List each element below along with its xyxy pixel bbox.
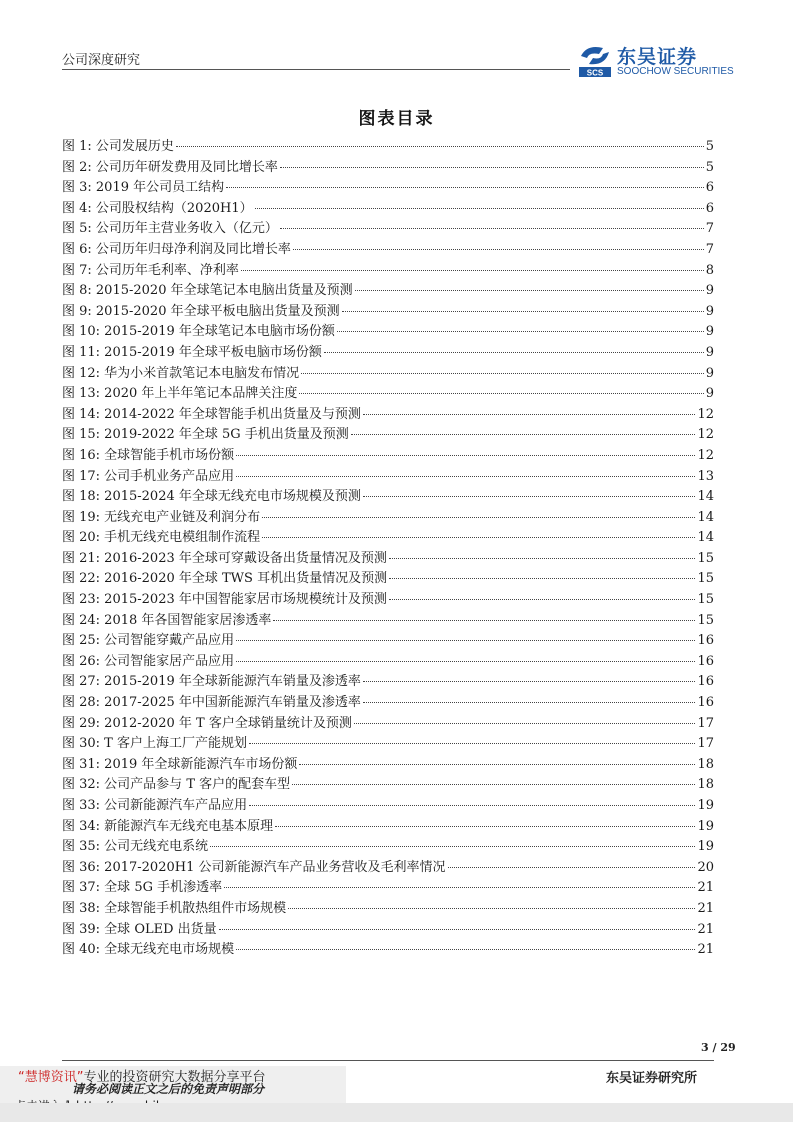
toc-dot-leader [280, 166, 704, 168]
toc-entry-page: 16 [697, 695, 714, 711]
toc-entry[interactable] [62, 734, 714, 755]
toc-entry-label: 图 16: 全球智能手机市场份额 [62, 447, 235, 463]
toc-entry-page: 16 [697, 633, 714, 649]
toc-entry[interactable] [62, 405, 714, 426]
watermark-brand: 慧博资讯 [24, 1070, 77, 1085]
toc-entry-page: 6 [705, 180, 714, 196]
logo-english-name: SOOCHOW SECURITIES [617, 66, 734, 77]
toc-dot-leader [236, 660, 695, 662]
figure-toc-list [62, 137, 714, 961]
brand-logo [577, 42, 742, 82]
toc-entry-page: 12 [697, 447, 714, 463]
watermark-quote-close: ” [76, 1070, 84, 1085]
toc-entry-label: 图 34: 新能源汽车无线充电基本原理 [62, 818, 274, 834]
toc-entry-page: 16 [697, 653, 714, 669]
toc-dot-leader [342, 310, 704, 312]
toc-entry-label: 图 25: 公司智能穿戴产品应用 [62, 633, 235, 649]
toc-entry-page: 15 [697, 571, 714, 587]
toc-entry[interactable] [62, 487, 714, 508]
toc-entry-label: 图 12: 华为小米首款笔记本电脑发布情况 [62, 365, 300, 381]
toc-entry-page: 21 [697, 900, 714, 916]
toc-entry[interactable] [62, 178, 714, 199]
toc-dot-leader [288, 907, 695, 909]
logo-mark-text: SCS [586, 68, 604, 78]
toc-entry[interactable] [62, 364, 714, 385]
toc-entry-page: 19 [697, 818, 714, 834]
toc-entry-label: 图 39: 全球 OLED 出货量 [62, 921, 217, 937]
toc-entry-page: 12 [697, 406, 714, 422]
toc-entry[interactable] [62, 322, 714, 343]
toc-entry-label: 图 6: 公司历年归母净利润及同比增长率 [62, 241, 291, 257]
toc-dot-leader [448, 866, 696, 868]
toc-entry-page: 14 [697, 489, 714, 505]
toc-entry-label: 图 28: 2017-2025 年中国新能源汽车销量及渗透率 [62, 695, 361, 711]
toc-dot-leader [262, 536, 695, 538]
toc-entry-label: 图 2: 公司历年研发费用及同比增长率 [62, 159, 278, 175]
logo-chinese-name: 东吴证券 [617, 46, 698, 68]
toc-entry-page: 5 [705, 139, 714, 154]
toc-entry-page: 12 [697, 427, 714, 443]
toc-dot-leader [299, 392, 703, 394]
toc-entry-label: 图 7: 公司历年毛利率、净利率 [62, 262, 239, 278]
toc-entry[interactable] [62, 817, 714, 838]
toc-dot-leader [236, 948, 695, 950]
toc-entry-page: 16 [697, 674, 714, 690]
toc-entry-label: 图 31: 2019 年全球新能源汽车市场份额 [62, 756, 298, 772]
watermark-quote-open: “ [18, 1070, 25, 1085]
toc-entry-label: 图 26: 公司智能家居产品应用 [62, 653, 235, 669]
toc-entry-page: 15 [697, 612, 714, 628]
toc-entry[interactable] [62, 384, 714, 405]
toc-dot-leader [255, 207, 704, 209]
toc-entry-label: 图 20: 手机无线充电模组制作流程 [62, 530, 261, 546]
toc-entry-label: 图 11: 2015-2019 年全球平板电脑市场份额 [62, 344, 322, 360]
toc-entry-label: 图 36: 2017-2020H1 公司新能源汽车产品业务营收及毛利率情况 [62, 859, 446, 875]
toc-entry[interactable] [62, 920, 714, 941]
toc-entry-label: 图 1: 公司发展历史 [62, 139, 174, 154]
toc-dot-leader [363, 701, 696, 703]
toc-entry-label: 图 19: 无线充电产业链及利润分布 [62, 509, 261, 525]
toc-entry-page: 9 [705, 365, 714, 381]
toc-dot-leader [210, 845, 695, 847]
toc-dot-leader [363, 680, 696, 682]
bottom-bar [0, 1103, 793, 1122]
toc-entry-label: 图 17: 公司手机业务产品应用 [62, 468, 235, 484]
toc-entry-label: 图 30: T 客户上海工厂产能规划 [62, 736, 247, 752]
toc-entry-label: 图 10: 2015-2019 年全球笔记本电脑市场份额 [62, 324, 335, 340]
toc-entry-label: 图 29: 2012-2020 年 T 客户全球销量统计及预测 [62, 715, 352, 731]
toc-entry[interactable] [62, 631, 714, 652]
toc-entry-label: 图 13: 2020 年上半年笔记本品牌关注度 [62, 386, 298, 402]
logo-mark-icon [577, 42, 613, 78]
toc-entry-page: 13 [697, 468, 714, 484]
toc-entry[interactable] [62, 240, 714, 261]
toc-entry-label: 图 9: 2015-2020 年全球平板电脑出货量及预测 [62, 303, 340, 319]
toc-entry[interactable] [62, 693, 714, 714]
toc-entry[interactable] [62, 652, 714, 673]
toc-entry[interactable] [62, 611, 714, 632]
toc-entry-label: 图 21: 2016-2023 年全球可穿戴设备出货量情况及预测 [62, 550, 387, 566]
toc-entry[interactable] [62, 672, 714, 693]
toc-dot-leader [337, 330, 704, 332]
toc-entry-page: 19 [697, 798, 714, 813]
toc-entry[interactable] [62, 261, 714, 282]
toc-entry-page: 8 [705, 262, 714, 278]
header-divider [62, 69, 570, 70]
toc-entry[interactable] [62, 755, 714, 776]
toc-entry[interactable] [62, 528, 714, 549]
toc-dot-leader [224, 886, 695, 888]
toc-dot-leader [363, 495, 696, 497]
header-section-title: 公司深度研究 [62, 53, 141, 68]
toc-entry-label: 图 15: 2019-2022 年全球 5G 手机出货量及预测 [62, 427, 349, 443]
toc-entry-page: 9 [705, 324, 714, 340]
toc-entry-page: 21 [697, 880, 714, 896]
toc-entry[interactable] [62, 549, 714, 570]
toc-dot-leader [355, 289, 704, 291]
toc-entry[interactable] [62, 219, 714, 240]
toc-entry[interactable] [62, 446, 714, 467]
toc-entry[interactable] [62, 199, 714, 220]
toc-entry-label: 图 3: 2019 年公司员工结构 [62, 180, 225, 196]
toc-entry[interactable] [62, 837, 714, 858]
toc-entry[interactable] [62, 508, 714, 529]
toc-entry[interactable] [62, 343, 714, 364]
toc-entry-page: 14 [697, 509, 714, 525]
toc-entry[interactable] [62, 858, 714, 879]
toc-entry[interactable] [62, 775, 714, 796]
toc-dot-leader [354, 722, 696, 724]
toc-entry-page: 18 [697, 756, 714, 772]
toc-entry-page: 15 [697, 592, 714, 608]
toc-entry[interactable] [62, 796, 714, 817]
page-number: 3 / 29 [701, 1041, 736, 1054]
footer-divider [62, 1060, 714, 1061]
toc-entry-page: 14 [697, 530, 714, 546]
toc-entry-label: 图 18: 2015-2024 年全球无线充电市场规模及预测 [62, 489, 361, 505]
toc-entry-page: 6 [705, 200, 714, 216]
toc-entry-label: 图 37: 全球 5G 手机渗透率 [62, 880, 223, 896]
toc-entry[interactable] [62, 590, 714, 611]
toc-entry-page: 17 [697, 715, 714, 731]
toc-entry-page: 7 [705, 221, 714, 237]
toc-dot-leader [226, 186, 704, 188]
toc-entry-label: 图 40: 全球无线充电市场规模 [62, 942, 235, 958]
toc-dot-leader [236, 475, 695, 477]
watermark-slogan-text: 专业的投资研究大数据分享平台 [83, 1070, 266, 1085]
toc-entry[interactable] [62, 302, 714, 323]
toc-entry[interactable] [62, 899, 714, 920]
toc-dot-leader [249, 804, 695, 806]
toc-dot-leader [389, 557, 696, 559]
toc-entry-label: 图 22: 2016-2020 年全球 TWS 耳机出货量情况及预测 [62, 571, 388, 587]
footer-institute: 东吴证券研究所 [606, 1071, 698, 1086]
toc-entry-label: 图 4: 公司股权结构（2020H1） [62, 200, 253, 216]
toc-entry-label: 图 27: 2015-2019 年全球新能源汽车销量及渗透率 [62, 674, 361, 690]
toc-entry-page: 9 [705, 386, 714, 402]
toc-dot-leader [236, 639, 695, 641]
toc-entry-page: 18 [697, 777, 714, 793]
toc-dot-leader [236, 454, 695, 456]
toc-entry-page: 17 [697, 736, 714, 752]
toc-dot-leader [299, 763, 695, 765]
toc-entry[interactable] [62, 714, 714, 735]
toc-dot-leader [273, 619, 695, 621]
toc-dot-leader [219, 928, 696, 930]
toc-entry[interactable] [62, 569, 714, 590]
toc-entry-page: 9 [705, 303, 714, 319]
toc-dot-leader [363, 413, 696, 415]
toc-entry-page: 5 [705, 159, 714, 175]
toc-dot-leader [280, 227, 704, 229]
toc-entry[interactable] [62, 137, 714, 158]
toc-entry[interactable] [62, 281, 714, 302]
toc-entry-page: 15 [697, 550, 714, 566]
toc-dot-leader [389, 598, 696, 600]
toc-entry-page: 21 [697, 921, 714, 937]
toc-entry-label: 图 32: 公司产品参与 T 客户的配套车型 [62, 777, 291, 793]
toc-entry-page: 21 [697, 942, 714, 958]
toc-entry-label: 图 8: 2015-2020 年全球笔记本电脑出货量及预测 [62, 283, 353, 299]
toc-dot-leader [324, 351, 704, 353]
toc-dot-leader [176, 145, 704, 147]
toc-entry-page: 7 [705, 241, 714, 257]
toc-entry[interactable] [62, 878, 714, 899]
toc-entry[interactable] [62, 467, 714, 488]
toc-entry[interactable] [62, 940, 714, 961]
toc-entry-page: 19 [697, 839, 714, 855]
toc-dot-leader [301, 372, 704, 374]
toc-entry-label: 图 38: 全球智能手机散热组件市场规模 [62, 900, 287, 916]
disclaimer-notice: 请务必阅读正文之后的免责声明部分 [72, 1082, 265, 1096]
toc-entry-label: 图 14: 2014-2022 年全球智能手机出货量及与预测 [62, 406, 361, 422]
toc-entry-label: 图 23: 2015-2023 年中国智能家居市场规模统计及预测 [62, 592, 387, 608]
toc-dot-leader [241, 269, 704, 271]
toc-dot-leader [292, 783, 695, 785]
toc-entry[interactable] [62, 158, 714, 179]
toc-dot-leader [275, 825, 695, 827]
toc-entry-label: 图 24: 2018 年各国智能家居渗透率 [62, 612, 272, 628]
toc-entry-page: 9 [705, 283, 714, 299]
page-title: 图表目录 [358, 109, 435, 129]
toc-entry-page: 20 [697, 859, 714, 875]
toc-entry-label: 图 33: 公司新能源汽车产品应用 [62, 798, 248, 813]
toc-dot-leader [389, 577, 695, 579]
toc-dot-leader [351, 433, 696, 435]
toc-dot-leader [249, 742, 695, 744]
toc-entry-label: 图 5: 公司历年主营业务收入（亿元） [62, 221, 278, 237]
toc-dot-leader [262, 516, 695, 518]
toc-entry-label: 图 35: 公司无线充电系统 [62, 839, 209, 855]
toc-dot-leader [293, 248, 704, 250]
toc-entry-page: 9 [705, 344, 714, 360]
toc-entry[interactable] [62, 425, 714, 446]
